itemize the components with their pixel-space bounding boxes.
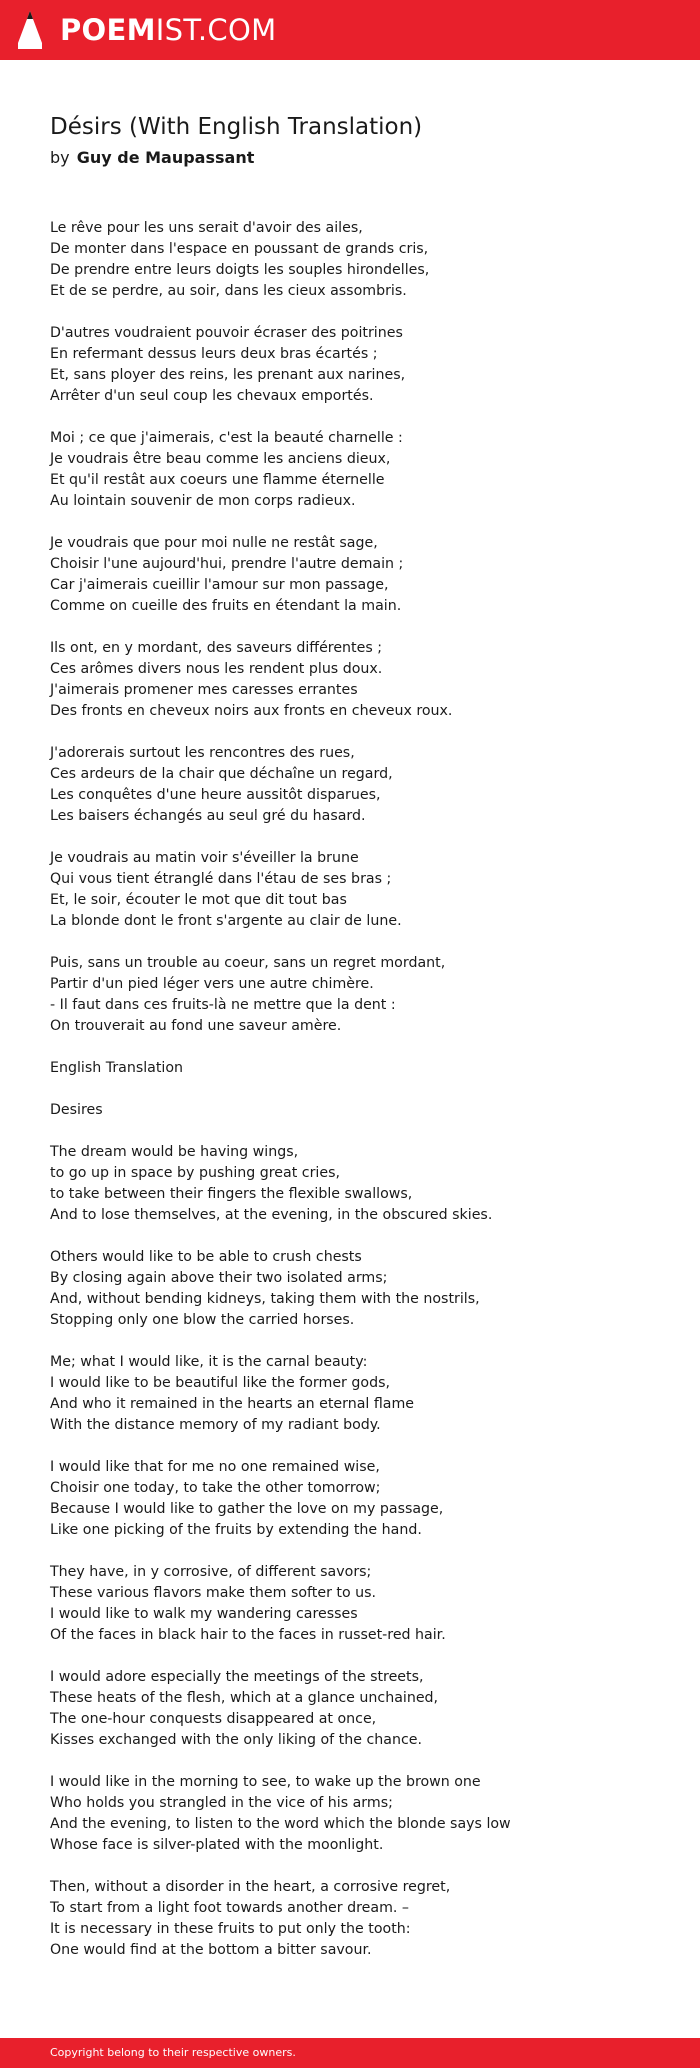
poem-line: I would like that for me no one remained wise,	[50, 1459, 380, 1475]
poem-line: Moi ; ce que j'aimerais, c'est la beauté charnelle :	[50, 430, 403, 446]
poem-stanza	[50, 848, 660, 932]
poem-line: to go up in space by pushing great cries,	[50, 1165, 340, 1181]
poem-stanza	[50, 1247, 660, 1331]
logo-text-light: IST.COM	[155, 13, 277, 47]
poem-line: Choisir one today, to take the other tomorrow;	[50, 1480, 381, 1496]
poem-line: I would like to be beautiful like the former gods,	[50, 1375, 390, 1391]
poem-line: Stopping only one blow the carried horses.	[50, 1312, 355, 1328]
poem-line: Je voudrais au matin voir s'éveiller la brune	[50, 850, 359, 866]
poem-line: I would like to walk my wandering caresses	[50, 1606, 358, 1622]
poem-line: Et, sans ployer des reins, les prenant aux narines,	[50, 367, 406, 383]
poem-line: And who it remained in the hearts an eternal flame	[50, 1396, 415, 1412]
poem-line: Desires	[50, 1102, 103, 1118]
poem-line: Comme on cueille des fruits en étendant la main.	[50, 598, 402, 614]
poem-line: These heats of the flesh, which at a glance unchained,	[50, 1690, 439, 1706]
poem-stanza	[50, 218, 660, 302]
poem-line: Je voudrais que pour moi nulle ne restât sage,	[50, 535, 378, 551]
poem-line: Et de se perdre, au soir, dans les cieux assombris.	[50, 283, 407, 299]
poem-stanza	[50, 1100, 660, 1121]
site-logo-link[interactable]	[60, 11, 276, 49]
poem-line: Car j'aimerais cueillir l'amour sur mon passage,	[50, 577, 389, 593]
poem-stanza	[50, 428, 660, 512]
poem-line: English Translation	[50, 1060, 184, 1076]
poem-line: Others would like to be able to crush chests	[50, 1249, 362, 1265]
poem-line: Who holds you strangled in the vice of his arms;	[50, 1795, 393, 1811]
poem-line: Au lointain souvenir de mon corps radieux.	[50, 493, 356, 509]
poem-body	[50, 218, 660, 1982]
poem-line: Arrêter d'un seul coup les chevaux emportés.	[50, 388, 374, 404]
poem-stanza	[50, 323, 660, 407]
poem-line: Then, without a disorder in the heart, a corrosive regret,	[50, 1879, 451, 1895]
poem-line: With the distance memory of my radiant body.	[50, 1417, 381, 1433]
poem-line: Le rêve pour les uns serait d'avoir des ailes,	[50, 220, 363, 236]
poem-line: These various flavors make them softer to us.	[50, 1585, 377, 1601]
poem-stanza	[50, 1058, 660, 1079]
poem-stanza	[50, 1562, 660, 1646]
poem-stanza	[50, 533, 660, 617]
poem-line: D'autres voudraient pouvoir écraser des poitrines	[50, 325, 403, 341]
poem-line: One would find at the bottom a bitter savour.	[50, 1942, 372, 1958]
poem-line: And, without bending kidneys, taking them with the nostrils,	[50, 1291, 480, 1307]
poem-byline	[50, 148, 254, 167]
poem-line: Me; what I would like, it is the carnal beauty:	[50, 1354, 368, 1370]
site-footer	[0, 2038, 700, 2068]
poem-line: La blonde dont le front s'argente au clair de lune.	[50, 913, 402, 929]
poem-line: - Il faut dans ces fruits-là ne mettre que la dent :	[50, 997, 396, 1013]
poem-stanza	[50, 1457, 660, 1541]
poem-line: Ils ont, en y mordant, des saveurs différentes ;	[50, 640, 383, 656]
by-label: by	[50, 148, 70, 167]
poem-line: Je voudrais être beau comme les anciens dieux,	[50, 451, 391, 467]
poem-line: Whose face is silver-plated with the moonlight.	[50, 1837, 384, 1853]
poem-line: To start from a light foot towards another dream. –	[50, 1900, 410, 1916]
poem-line: Puis, sans un trouble au coeur, sans un regret mordant,	[50, 955, 446, 971]
poem-line: Les conquêtes d'une heure aussitôt disparues,	[50, 787, 381, 803]
pencil-tip-icon	[18, 11, 42, 49]
poem-line: Ces arômes divers nous les rendent plus doux.	[50, 661, 383, 677]
poem-stanza	[50, 1142, 660, 1226]
poem-line: Qui vous tient étranglé dans l'étau de ses bras ;	[50, 871, 392, 887]
poem-stanza	[50, 743, 660, 827]
poem-stanza	[50, 1772, 660, 1856]
poem-stanza	[50, 953, 660, 1037]
poem-line: Because I would like to gather the love on my passage,	[50, 1501, 444, 1517]
poem-line: Like one picking of the fruits by extending the hand.	[50, 1522, 422, 1538]
poem-line: Ces ardeurs de la chair que déchaîne un regard,	[50, 766, 393, 782]
poem-line: En refermant dessus leurs deux bras écartés ;	[50, 346, 378, 362]
poem-line: Of the faces in black hair to the faces in russet-red hair.	[50, 1627, 446, 1643]
poem-line: They have, in y corrosive, of different savors;	[50, 1564, 372, 1580]
poem-line: And to lose themselves, at the evening, in the obscured skies.	[50, 1207, 493, 1223]
poem-line: It is necessary in these fruits to put only the tooth:	[50, 1921, 411, 1937]
poem-line: Des fronts en cheveux noirs aux fronts en cheveux roux.	[50, 703, 453, 719]
poem-line: to take between their fingers the flexible swallows,	[50, 1186, 413, 1202]
poem-line: Et, le soir, écouter le mot que dit tout bas	[50, 892, 347, 908]
poem-line: I would like in the morning to see, to wake up the brown one	[50, 1774, 481, 1790]
poem-stanza	[50, 1667, 660, 1751]
poem-line: And the evening, to listen to the word which the blonde says low	[50, 1816, 511, 1832]
site-header	[0, 0, 700, 60]
poem-stanza	[50, 1352, 660, 1436]
poem-stanza	[50, 1877, 660, 1961]
footer-copyright: Copyright belong to their respective owners.	[50, 2046, 296, 2059]
poem-line: On trouverait au fond une saveur amère.	[50, 1018, 342, 1034]
poem-line: Partir d'un pied léger vers une autre chimère.	[50, 976, 374, 992]
poem-line: The dream would be having wings,	[50, 1144, 299, 1160]
poem-line: Kisses exchanged with the only liking of the chance.	[50, 1732, 422, 1748]
poem-line: Et qu'il restât aux coeurs une flamme éternelle	[50, 472, 385, 488]
poem-line: I would adore especially the meetings of the streets,	[50, 1669, 424, 1685]
poem-line: By closing again above their two isolated arms;	[50, 1270, 388, 1286]
poem-line: De prendre entre leurs doigts les souples hirondelles,	[50, 262, 430, 278]
poem-line: J'aimerais promener mes caresses errantes	[50, 682, 358, 698]
poem-stanza	[50, 638, 660, 722]
poem-line: J'adorerais surtout les rencontres des rues,	[50, 745, 355, 761]
poem-line: The one-hour conquests disappeared at once,	[50, 1711, 377, 1727]
logo-text-bold: POEM	[60, 13, 156, 47]
poem-line: De monter dans l'espace en poussant de grands cris,	[50, 241, 429, 257]
poem-line: Choisir l'une aujourd'hui, prendre l'autre demain ;	[50, 556, 404, 572]
poem-line: Les baisers échangés au seul gré du hasard.	[50, 808, 366, 824]
poem-title: Désirs (With English Translation)	[50, 114, 423, 140]
poem-author: Guy de Maupassant	[76, 148, 255, 167]
